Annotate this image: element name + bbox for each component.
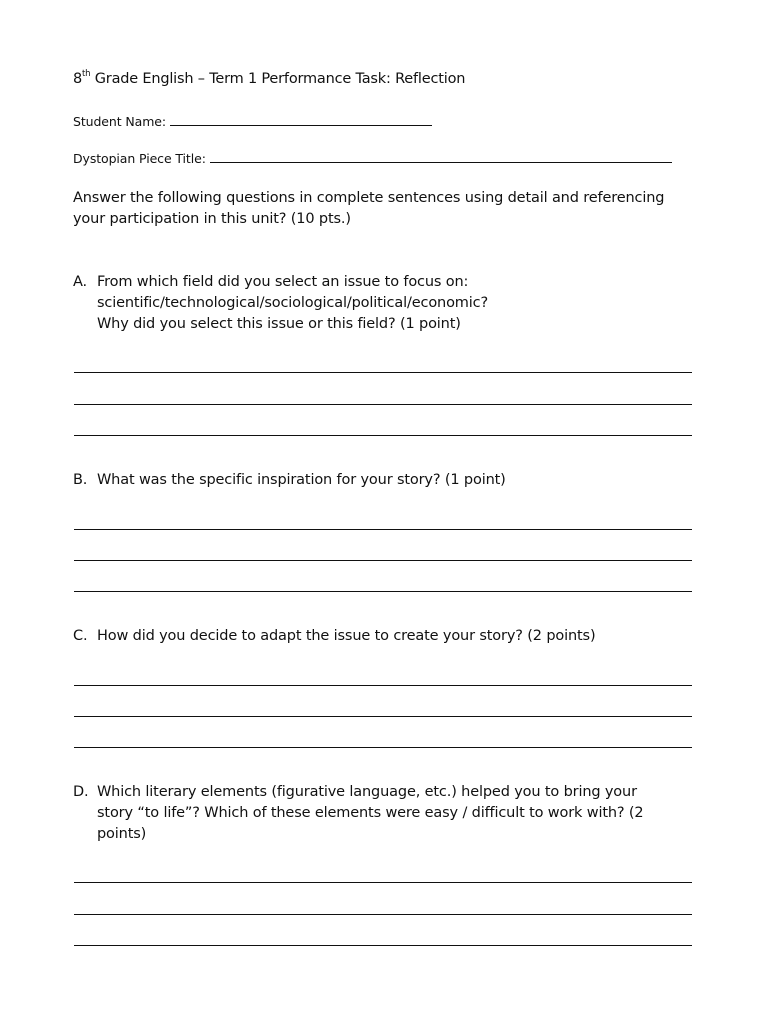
question-b-letter: B.	[73, 472, 88, 488]
answer-line-c-1[interactable]	[74, 685, 692, 686]
answer-line-a-1[interactable]	[74, 372, 692, 373]
dystopian-title-row	[73, 151, 672, 166]
question-c-letter: C.	[73, 628, 88, 644]
answer-line-b-3[interactable]	[74, 591, 692, 592]
question-d-letter: D.	[73, 784, 89, 800]
grade-ordinal-suffix: th	[82, 69, 91, 79]
question-a-line-2: scientific/technological/sociological/political/economic?	[97, 295, 489, 311]
instructions-line-2: your participation in this unit? (10 pts.)	[73, 211, 351, 227]
student-name-blank[interactable]	[170, 114, 432, 126]
question-d-line-1: Which literary elements (figurative language, etc.) helped you to bring your	[97, 784, 637, 800]
question-a-line-1: From which field did you select an issue to focus on:	[97, 274, 469, 290]
question-a-letter: A.	[73, 274, 87, 290]
title-text: Grade English – Term 1 Performance Task: Reflection	[90, 70, 466, 87]
answer-line-c-3[interactable]	[74, 747, 692, 748]
question-d-line-2: story “to life”? Which of these elements were easy / difficult to work with? (2	[97, 805, 644, 821]
instructions-line-1: Answer the following questions in complete sentences using detail and referencing	[73, 190, 665, 206]
worksheet-title	[73, 70, 465, 87]
grade-number: 8	[73, 70, 83, 87]
student-name-row	[73, 114, 432, 129]
answer-line-d-3[interactable]	[74, 945, 692, 946]
answer-line-b-1[interactable]	[74, 529, 692, 530]
answer-line-a-3[interactable]	[74, 435, 692, 436]
question-b-line-1: What was the specific inspiration for your story? (1 point)	[97, 472, 506, 488]
answer-line-c-2[interactable]	[74, 716, 692, 717]
answer-line-d-1[interactable]	[74, 882, 692, 883]
answer-line-b-2[interactable]	[74, 560, 692, 561]
student-name-label: Student Name:	[73, 114, 166, 129]
answer-line-a-2[interactable]	[74, 404, 692, 405]
question-a-line-3: Why did you select this issue or this field? (1 point)	[97, 316, 461, 332]
answer-line-d-2[interactable]	[74, 914, 692, 915]
question-c-line-1: How did you decide to adapt the issue to create your story? (2 points)	[97, 628, 596, 644]
question-d-line-3: points)	[97, 826, 147, 842]
dystopian-title-blank[interactable]	[210, 151, 672, 163]
dystopian-title-label: Dystopian Piece Title:	[73, 151, 206, 166]
